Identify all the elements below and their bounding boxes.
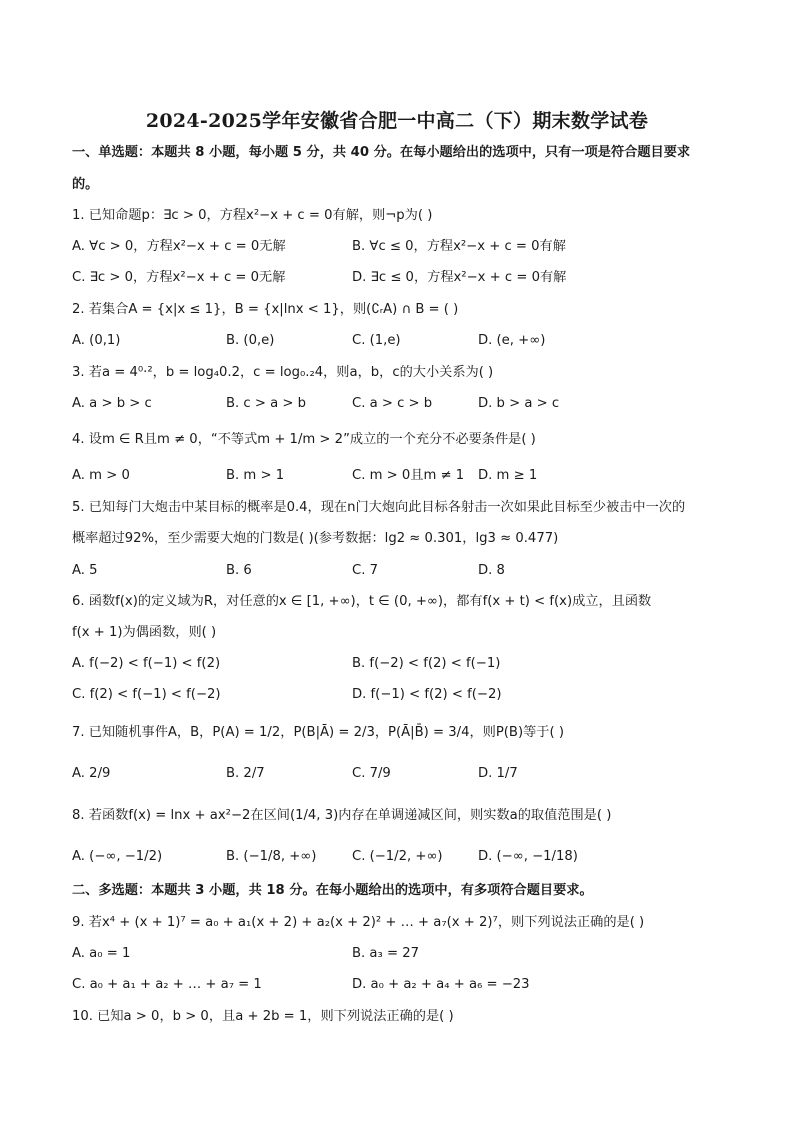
q1-option-d: D. ∃c ≤ 0，方程x²−x + c = 0有解 [352,270,567,285]
q5-stem-line2: 概率超过92%，至少需要大炮的门数是( )(参考数据：lg2 ≈ 0.301，lg3 ≈ 0.477) [72,531,559,546]
q3-option-d: D. b > a > c [478,396,560,411]
q8-option-c: C. (−1/2, +∞) [352,849,443,864]
q4-option-c: C. m > 0且m ≠ 1 [352,468,465,483]
q1-stem: 1. 已知命题p：∃c > 0，方程x²−x + c = 0有解，则¬p为( ) [72,208,433,223]
q2-option-b: B. (0,e) [226,333,275,348]
q9-option-a: A. a₀ = 1 [72,946,131,961]
q8-stem: 8. 若函数f(x) = lnx + ax²−2在区间(1/4, 3)内存在单调递减区间，则实数a的取值范围是( ) [72,808,612,823]
q6-option-b: B. f(−2) < f(2) < f(−1) [352,656,501,671]
q5-stem-line1: 5. 已知每门大炮击中某目标的概率是0.4，现在n门大炮向此目标各射击一次如果此目标至少被击中一次的 [72,500,686,515]
q9-option-d: D. a₀ + a₂ + a₄ + a₆ = −23 [352,977,530,992]
q3-option-c: C. a > c > b [352,396,433,411]
q7-option-d: D. 1/7 [478,766,518,781]
q6-stem-line1: 6. 函数f(x)的定义域为R，对任意的x ∈ [1, +∞)，t ∈ (0, +∞)，都有f(x + t) < f(x)成立，且函数 [72,594,652,609]
q5-option-c: C. 7 [352,563,378,578]
q2-option-a: A. (0,1) [72,333,121,348]
q6-option-d: D. f(−1) < f(2) < f(−2) [352,687,502,702]
q8-option-a: A. (−∞, −1/2) [72,849,163,864]
q8-option-b: B. (−1/8, +∞) [226,849,317,864]
q7-option-c: C. 7/9 [352,766,391,781]
q1-option-c: C. ∃c > 0，方程x²−x + c = 0无解 [72,270,286,285]
q2-option-c: C. (1,e) [352,333,401,348]
q6-option-c: C. f(2) < f(−1) < f(−2) [72,687,221,702]
q7-option-a: A. 2/9 [72,766,111,781]
q5-option-d: D. 8 [478,563,505,578]
q2-stem: 2. 若集合A = {x|x ≤ 1}，B = {x|lnx < 1}，则(∁ᵣA) ∩ B = ( ) [72,302,459,317]
q7-option-b: B. 2/7 [226,766,265,781]
q3-option-b: B. c > a > b [226,396,307,411]
q5-option-a: A. 5 [72,563,98,578]
q6-option-a: A. f(−2) < f(−1) < f(2) [72,656,221,671]
q1-option-a: A. ∀c > 0，方程x²−x + c = 0无解 [72,239,286,254]
q1-option-b: B. ∀c ≤ 0，方程x²−x + c = 0有解 [352,239,566,254]
q3-stem: 3. 若a = 4⁰·²，b = log₄0.2，c = log₀.₂4，则a，b，c的大小关系为( ) [72,365,494,380]
q7-stem: 7. 已知随机事件A，B，P(A) = 1/2，P(B|Ā) = 2/3，P(Ā|B̄) = 3/4，则P(B)等于( ) [72,725,564,740]
q4-option-b: B. m > 1 [226,468,285,483]
q9-option-c: C. a₀ + a₁ + a₂ + … + a₇ = 1 [72,977,262,992]
q10-stem: 10. 已知a > 0，b > 0，且a + 2b = 1，则下列说法正确的是( ) [72,1009,454,1024]
q6-stem-line2: f(x + 1)为偶函数，则( ) [72,625,217,640]
section2-heading: 二、多选题：本题共 3 小题，共 18 分。在每小题给出的选项中，有多项符合题目要求。 [72,883,593,898]
exam-title: 2024-2025学年安徽省合肥一中高二（下）期末数学试卷 [145,110,649,132]
q2-option-d: D. (e, +∞) [478,333,546,348]
q9-stem: 9. 若x⁴ + (x + 1)⁷ = a₀ + a₁(x + 2) + a₂(x + 2)² + … + a₇(x + 2)⁷，则下列说法正确的是( ) [72,915,645,930]
section1-heading: 一、单选题：本题共 8 小题，每小题 5 分，共 40 分。在每小题给出的选项中，只有一项是符合题目要求 [72,145,691,160]
q8-option-d: D. (−∞, −1/18) [478,849,578,864]
q9-option-b: B. a₃ = 27 [352,946,420,961]
q4-stem: 4. 设m ∈ R且m ≠ 0，“不等式m + 1/m > 2”成立的一个充分不必要条件是( ) [72,432,536,447]
q5-option-b: B. 6 [226,563,252,578]
q4-option-d: D. m ≥ 1 [478,468,538,483]
q3-option-a: A. a > b > c [72,396,152,411]
section1-heading-cont: 的。 [72,177,99,192]
q4-option-a: A. m > 0 [72,468,130,483]
